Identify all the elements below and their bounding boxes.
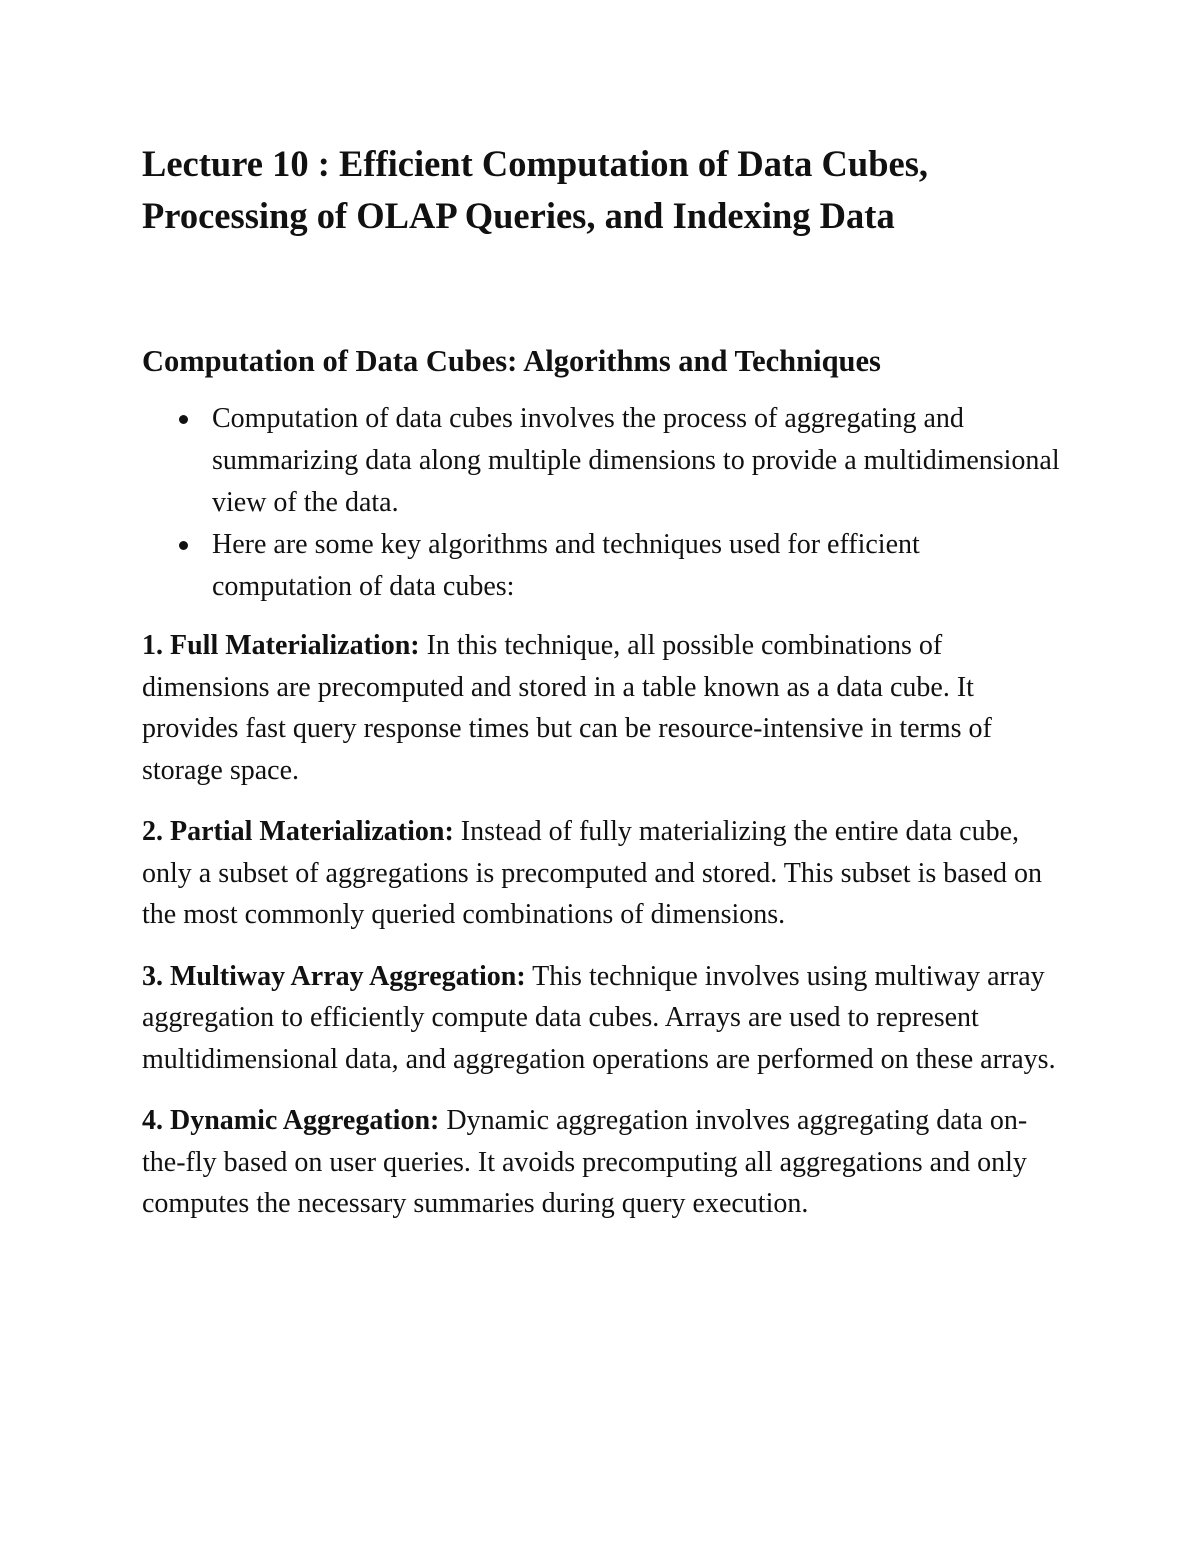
bullet-text: Here are some key algorithms and techniques used for efficient computation of data cubes: bbox=[212, 529, 920, 602]
technique-text: Instead of fully materializing the entire data cube, only a subset of aggregations is precomputed and stored. This subset is based on the most commonly queried combinations of dimensions. bbox=[142, 816, 1042, 930]
bullet-item bbox=[142, 398, 1062, 524]
technique-text: Dynamic aggregation involves aggregating data on-the-fly based on user queries. It avoids precomputing all aggregations and only computes the necessary summaries during query execution. bbox=[142, 1105, 1028, 1219]
title-line-1: Lecture 10 : Efficient Computation of Data Cubes, bbox=[142, 143, 929, 184]
technique-term: Multiway Array Aggregation: bbox=[170, 960, 526, 992]
technique-paragraph bbox=[142, 625, 1062, 791]
bullet-list bbox=[142, 398, 1062, 608]
title-line-2: Processing of OLAP Queries, and Indexing Data bbox=[142, 195, 895, 236]
document-page bbox=[142, 138, 1062, 1225]
page-title bbox=[142, 138, 1062, 242]
bullet-text: Computation of data cubes involves the process of aggregating and summarizing data along multiple dimensions to provide a multidimensional view of the data. bbox=[212, 403, 1060, 518]
technique-text: In this technique, all possible combinations of dimensions are precomputed and stored in a table known as a data cube. It provides fast query response times but can be resource-intensive in terms of storage space. bbox=[142, 630, 992, 786]
bullet-item bbox=[142, 524, 1062, 608]
technique-term: Full Materialization: bbox=[170, 630, 420, 661]
bullet-dot-icon bbox=[179, 541, 188, 550]
technique-paragraph bbox=[142, 1100, 1062, 1225]
technique-text: This technique involves using multiway array aggregation to efficiently compute data cubes. Arrays are used to represent multidimensional data, and aggregation operations are performed on these arrays. bbox=[142, 960, 1056, 1075]
bullet-dot-icon bbox=[179, 415, 188, 424]
section-heading: Computation of Data Cubes: Algorithms and Techniques bbox=[142, 344, 881, 378]
technique-term: Partial Materialization: bbox=[170, 816, 454, 847]
technique-number: 3. bbox=[142, 960, 163, 992]
technique-paragraph bbox=[142, 811, 1062, 936]
technique-number: 2. bbox=[142, 816, 163, 847]
technique-number: 4. bbox=[142, 1105, 163, 1136]
technique-term: Dynamic Aggregation: bbox=[170, 1105, 440, 1136]
technique-paragraph bbox=[142, 956, 1062, 1081]
technique-number: 1. bbox=[142, 630, 163, 661]
